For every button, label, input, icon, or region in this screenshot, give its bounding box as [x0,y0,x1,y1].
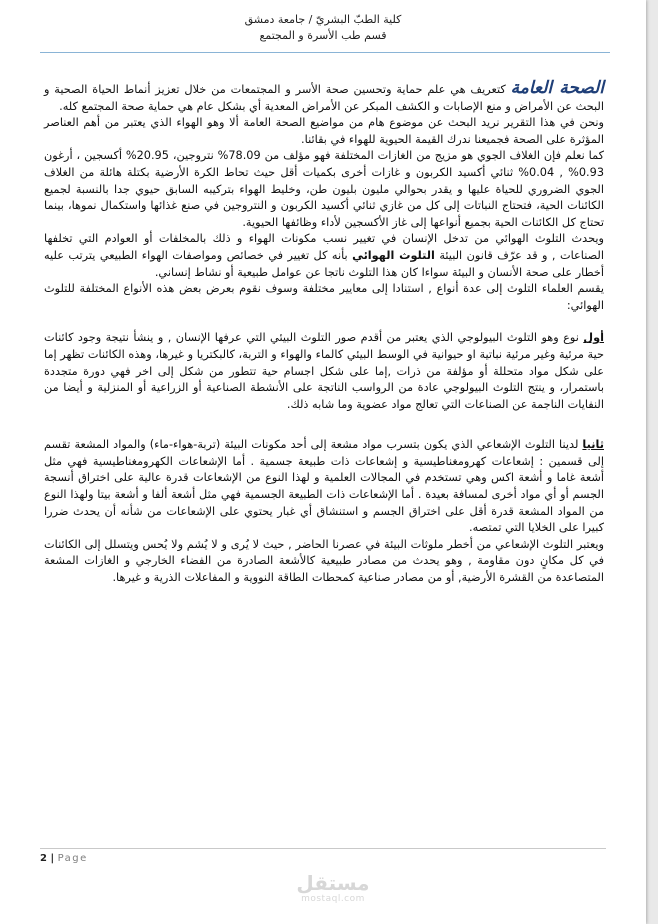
pollution-term: التلوث الهوائي [352,248,435,262]
biological-text: نوع وهو التلوث البيولوجي الذي يعتبر من أقدم صور التلوث البيئي التي عرفها الإنسان , و ينشأ نتيجة وجود كائنات حية مرئية وغير مرئية نباتية او حيوانية في الوسط البيئي كالماء والهواء و التربة، كالبكتريا و غيرها، وهذه الكائنات تظهر إما على شكل مواد متحللة أو مؤلفة من ذرات ,إما على شكل اجسام حية تتطور من شكل إلى اخر فهي دورة متجددة باستمرار، و ينتج التلوث البيولوجي عادة من الرواسب الناتجة على الأنشطة الصناعية أو الزراعية أو المنزلية و أيضا من النفايات الناجمة عن الصناعات التي تعالج مواد عضوية وما شابه ذلك. [44,331,604,411]
watermark-logo-text: مستقل [296,871,370,895]
paragraph-air-importance: ونحن في هذا التقرير نريد البحث عن موضوع هام من مواضيع الصحة العامة ألا وهو الهواء الذي يعتبر من أهم العناصر المؤثرة على الصحة فجميعنا ندرك القيمة الحيوية للهواء في بقائنا. [44,116,604,146]
document-body [44,80,604,587]
radiation-text: لدينا التلوث الإشعاعي الذي يكون بتسرب مواد مشعة إلى أحد مكونات البيئة (تربة-هواء-ماء) والمواد المشعة تقسم إلى قسمين : إشعاعات كهرومغناطيسية و إشعاعات ذات طبيعة جسمية . أما الإشعاعات الكهرومغناطيسية فهي مثل أشعة غاما و أشعة اكس وهي تستخدم في المجالات العلمية و لهذا النوع من الإشعاعات قدرة عالية على اختراق أنسجة الجسم أو أي مواد أخرى لمسافة بعيدة . أما الإشعاعات ذات الطبيعة الجسمية فهي مثل أشعة ألفا و أشعة بيتا ولهذا النوع من المواد المشعة قدرة أقل على اختراق الجسم و استنشاق أي غبار يحتوي على الإشعاعات من شأنه أن يحدث ضررا كبيرا على الخلايا التي تمتصه. [44,438,604,535]
paragraph-air-pollution-definition [44,231,604,281]
second-label: ثانيا [582,438,604,452]
header-department-line: قسم طب الأسرة و المجتمع [259,29,387,42]
mostaql-watermark [288,872,378,905]
page-number: 2 [40,853,47,864]
intro-text: كتعريف هي علم حماية وتحسين صحة الأسر و المجتمعات من خلال تعزيز أنماط الحياة الصحية و البحث عن الأمراض و منع الإصابات و الكشف المبكر عن الأمراض المعدية أي بشكل عام هي حماية صحة المجتمع كله. [44,83,604,113]
paragraph-radiation-danger: ويعتبر التلوث الإشعاعي من أخطر ملوثات البيئة في عصرنا الحاضر , حيث لا يُرى و لا يُشم ولا يُحس ويتسلل إلى الكائنات في كل مكانٍ دون مقاومة , وهو يحدث من مصادر طبيعية كالأشعة الصادرة من الفضاء الخارجي و الغازات المشعة المتصاعدة من القشرة الأرضية, أو من مصادر صناعية كمحطات الطاقة النووية و المفاعلات الذرية و غيرها. [44,537,604,585]
pollution-text-b: بأنه كل تغيير في خصائص ومواصفات الهواء الطبيعي يترتب عليه أخطار على صحة الأنسان و البيئة سواءا كان هذا التلوث ناتجا عن عوامل طبيعية أو نشاط إنساني. [44,248,604,279]
first-label: أول [583,331,604,345]
page-label: Page [57,853,88,864]
paragraph-biological [44,330,604,413]
paragraph-radiation [44,437,604,537]
paragraph-atmosphere: كما نعلم فإن الغلاف الجوي هو مزيج من الغازات المختلفة فهو مؤلف من 78.09% نتروجين، 20.95% أكسجين ، أرغون 0.93% , 0.04% ثنائي أكسيد الكربون و غازات أخرى بكميات أقل حيث تحاط الكرة الأرضية بكتلة هائلة من الغلاف الجوي الضروري للحياة عليها و يقدر بحوالي مليون بليون طن، وخليط الهواء بتركيبه السابق حيوي جدا بالنسبة لجميع الكائنات الحية، فتحتاج النباتات إلى كل من غازي ثنائي أكسيد الكربون و النتروجين في صنع غذائها واستكمال نموها، بينما تحتاج كل الكائنات الحية بجميع أنواعها إلى غاز الأكسجين لأداء وظائفها الحيوية. [44,149,605,229]
intro-title: الصحة العامة [510,78,605,98]
spacer [44,314,604,330]
footer-separator: | [46,853,58,864]
header-divider [40,52,610,53]
paragraph-pollution-types: يقسم العلماء التلوث إلى عدة أنواع , استنادا إلى معايير مختلفة وسوف نقوم بعرض بعض هذه الأنواع المختلفة للتلوث الهوائي: [44,282,604,312]
watermark-url: mostaql.com [301,894,365,904]
spacer [44,413,604,437]
pollution-text-a: ويحدث التلوث الهوائي من تدخل الإنسان في تغيير نسب مكونات الهواء و ذلك بالمخلفات أو العوادم التي تخلفها الصناعات , و قد عرّف قانون البيئة [44,232,604,262]
header-college-line: كلية الطبّ البشريّ / جامعة دمشق [244,13,402,26]
intro-paragraph [44,80,604,115]
page-footer [40,848,606,864]
